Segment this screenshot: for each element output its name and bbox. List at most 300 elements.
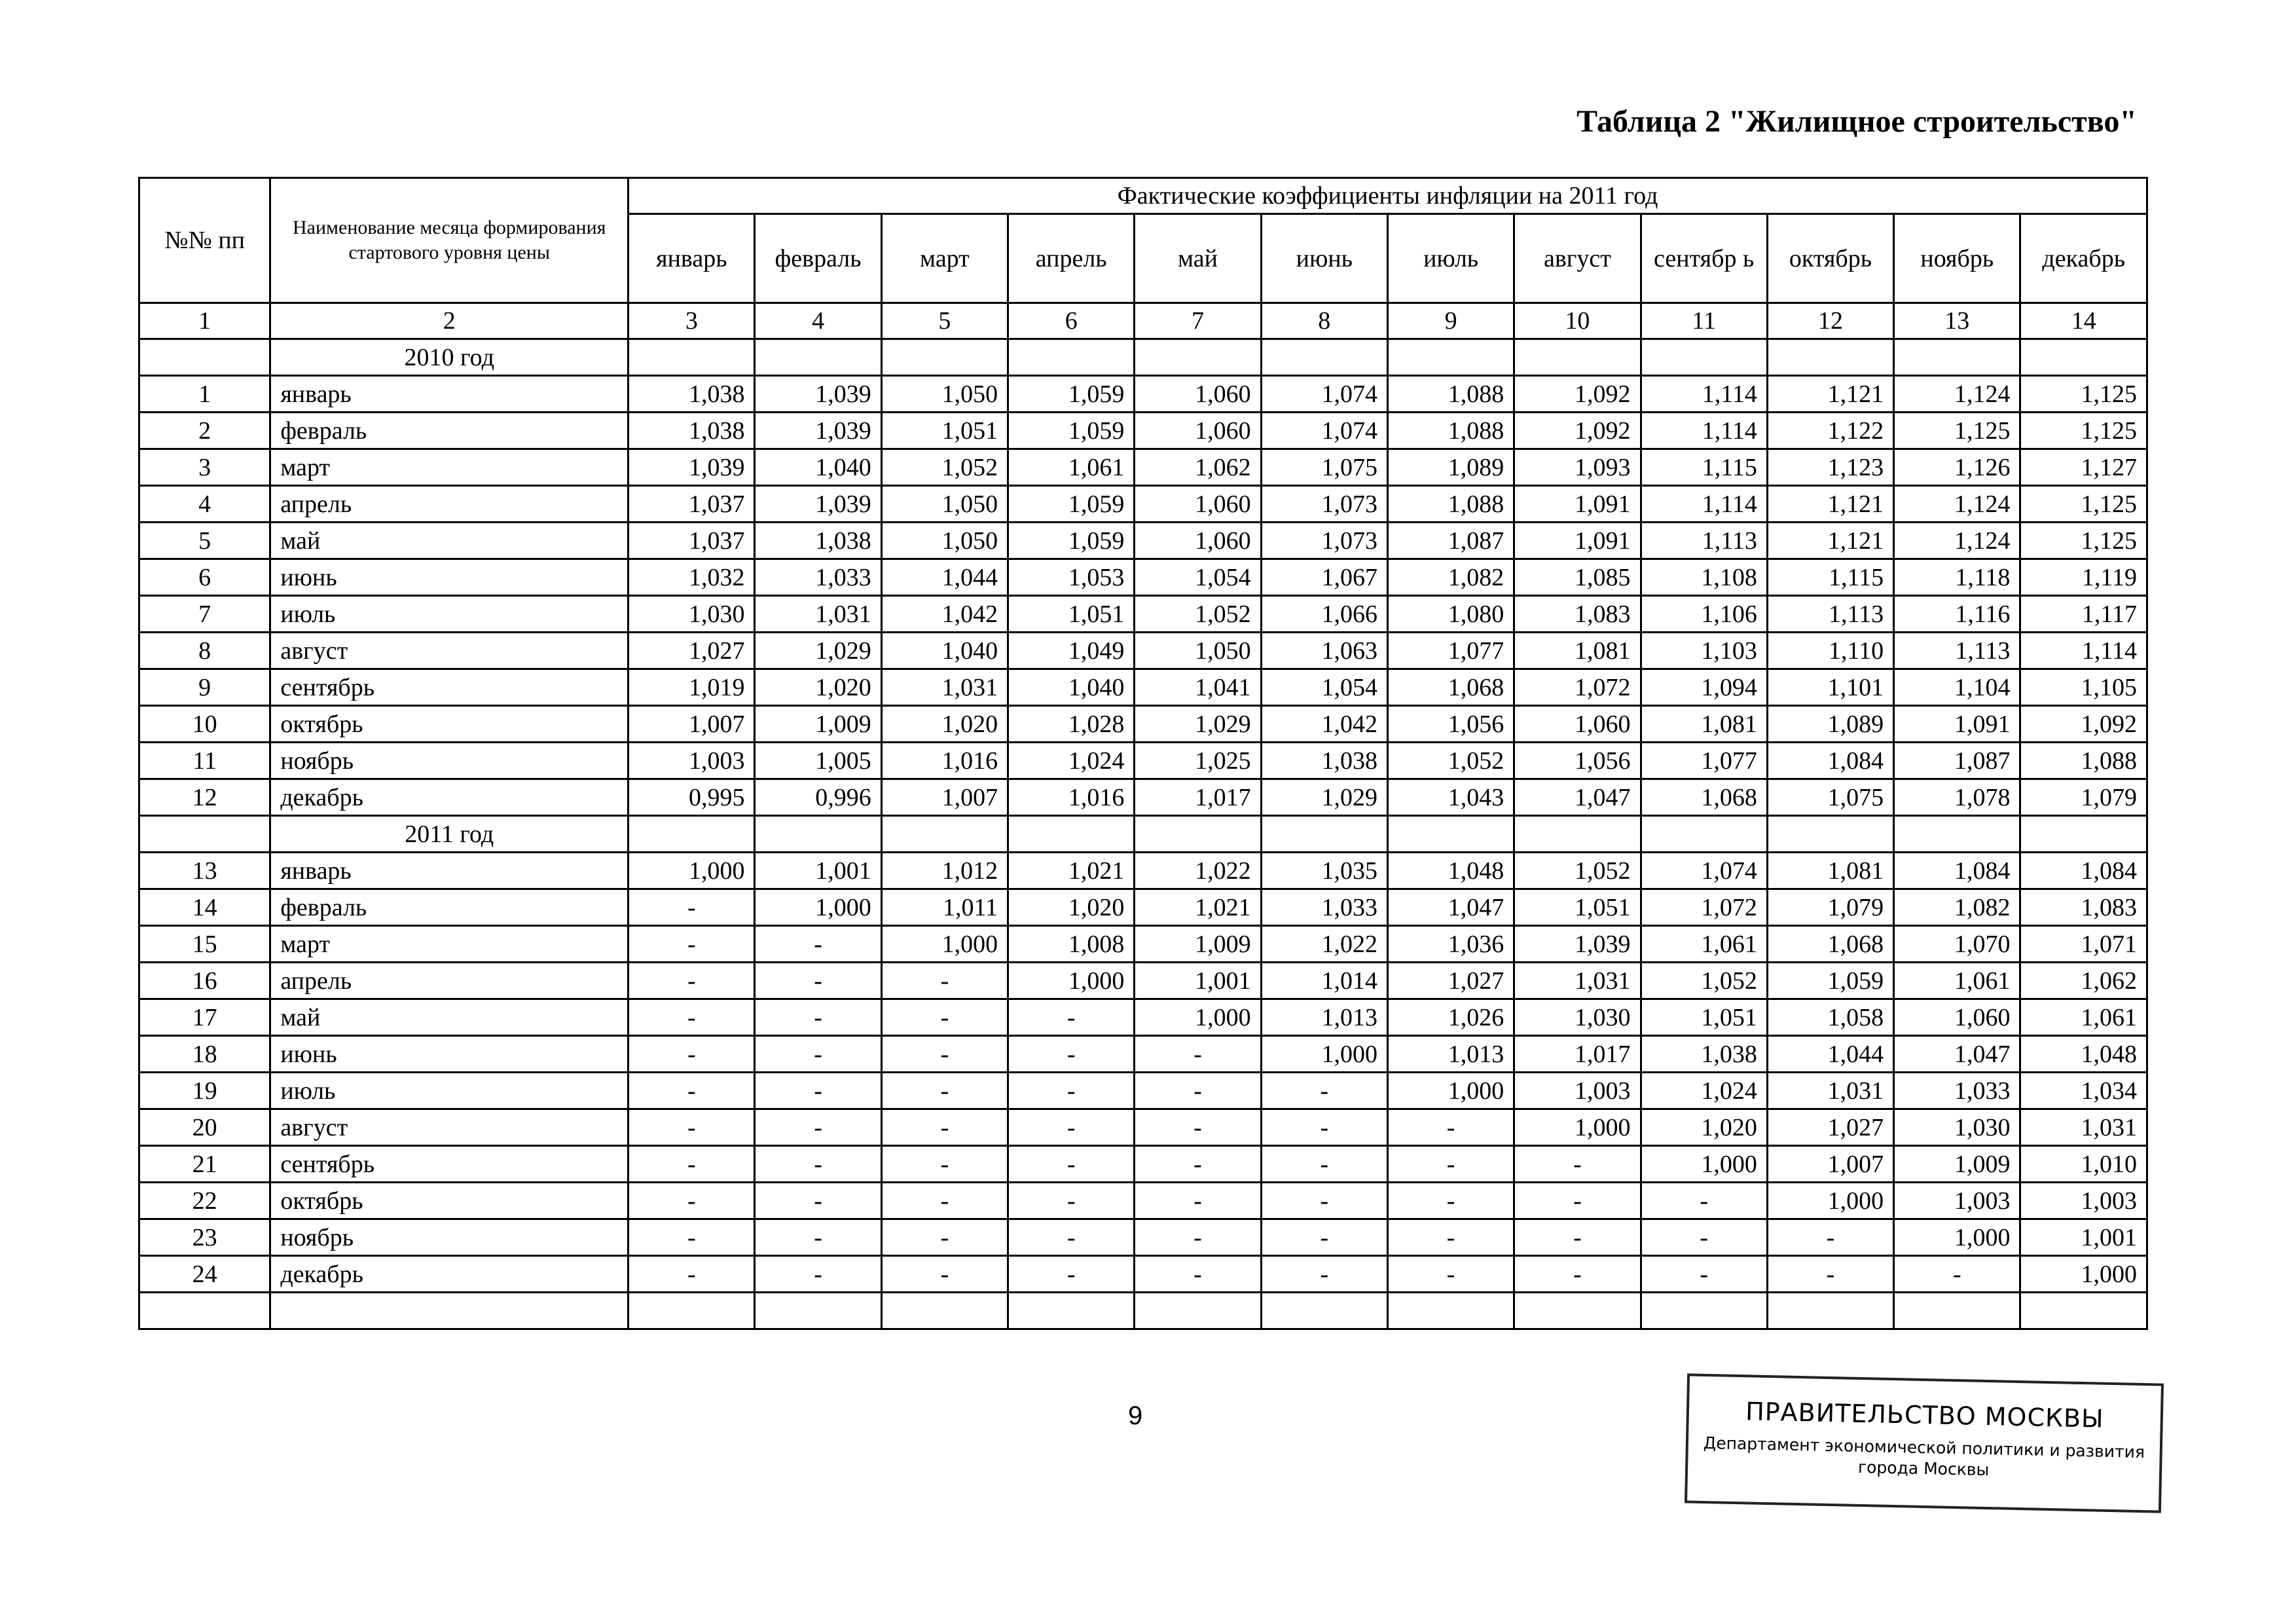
- column-number-cell: 7: [1135, 303, 1261, 339]
- row-number: 20: [139, 1109, 270, 1146]
- year-empty-cell: [1387, 339, 1514, 376]
- coefficient-cell: 1,072: [1641, 889, 1767, 926]
- year-empty-cell: [139, 816, 270, 853]
- coefficient-cell: 1,073: [1261, 523, 1387, 559]
- row-number: 14: [139, 889, 270, 926]
- coefficient-cell: 1,124: [1894, 523, 2020, 559]
- coefficient-cell: 1,082: [1387, 559, 1514, 596]
- coefficient-cell: -: [629, 1036, 755, 1073]
- coefficient-cell: -: [1387, 1256, 1514, 1293]
- coefficient-cell: 1,061: [1894, 963, 2020, 999]
- inflation-table-container: [138, 177, 2148, 1330]
- row-number: 19: [139, 1073, 270, 1109]
- empty-cell: [881, 1293, 1008, 1329]
- coefficient-cell: 1,118: [1894, 559, 2020, 596]
- coefficient-cell: 1,059: [1008, 413, 1135, 449]
- table-row: [139, 1219, 2147, 1256]
- coefficient-cell: 1,042: [1261, 706, 1387, 743]
- coefficient-cell: 1,022: [1261, 926, 1387, 963]
- coefficient-cell: 1,125: [2020, 523, 2147, 559]
- coefficient-cell: 1,079: [1767, 889, 1893, 926]
- coefficient-cell: 1,106: [1641, 596, 1767, 633]
- coefficient-cell: 1,033: [1261, 889, 1387, 926]
- year-empty-cell: [1008, 816, 1135, 853]
- coefficient-cell: 1,047: [1387, 889, 1514, 926]
- coefficient-cell: 1,121: [1767, 523, 1893, 559]
- coefficient-cell: -: [1008, 1146, 1135, 1183]
- row-month: ноябрь: [270, 1219, 629, 1256]
- year-empty-cell: [629, 339, 755, 376]
- coefficient-cell: 1,092: [1514, 413, 1641, 449]
- coefficient-cell: 1,091: [1514, 523, 1641, 559]
- coefficient-cell: 1,013: [1261, 999, 1387, 1036]
- coefficient-cell: -: [1135, 1219, 1261, 1256]
- coefficient-cell: 1,125: [2020, 486, 2147, 523]
- coefficient-cell: 1,040: [755, 449, 881, 486]
- empty-row: [139, 1293, 2147, 1329]
- coefficient-cell: 1,005: [755, 743, 881, 779]
- coefficient-cell: -: [1514, 1219, 1641, 1256]
- coefficient-cell: 1,031: [1767, 1073, 1893, 1109]
- table-row: [139, 449, 2147, 486]
- coefficient-cell: -: [1261, 1109, 1387, 1146]
- coefficient-cell: 1,039: [755, 486, 881, 523]
- empty-cell: [1641, 1293, 1767, 1329]
- row-number: 5: [139, 523, 270, 559]
- coefficient-cell: 1,083: [1514, 596, 1641, 633]
- table-row: [139, 889, 2147, 926]
- coefficient-cell: -: [629, 1073, 755, 1109]
- coefficient-cell: 1,011: [881, 889, 1008, 926]
- coefficient-cell: 1,059: [1767, 963, 1893, 999]
- row-month: сентябрь: [270, 669, 629, 706]
- row-number: 3: [139, 449, 270, 486]
- coefficient-cell: 1,038: [629, 376, 755, 413]
- row-number: 12: [139, 779, 270, 816]
- coefficient-cell: 1,020: [1641, 1109, 1767, 1146]
- year-empty-cell: [1261, 816, 1387, 853]
- row-number: 18: [139, 1036, 270, 1073]
- table-row: [139, 413, 2147, 449]
- table-row: [139, 706, 2147, 743]
- column-number-cell: 9: [1387, 303, 1514, 339]
- year-label: 2010 год: [270, 339, 629, 376]
- coefficient-cell: 1,060: [1135, 523, 1261, 559]
- coefficient-cell: 1,059: [1008, 523, 1135, 559]
- coefficient-cell: -: [1008, 1109, 1135, 1146]
- coefficient-cell: 1,039: [755, 413, 881, 449]
- row-month: март: [270, 926, 629, 963]
- row-number: 4: [139, 486, 270, 523]
- coefficient-cell: 1,059: [1008, 376, 1135, 413]
- coefficient-cell: 1,080: [1387, 596, 1514, 633]
- coefficient-cell: 1,082: [1894, 889, 2020, 926]
- coefficient-cell: -: [1387, 1183, 1514, 1219]
- coefficient-cell: 1,028: [1008, 706, 1135, 743]
- year-empty-cell: [1894, 816, 2020, 853]
- page-title: Таблица 2 "Жилищное строительство": [1576, 104, 2137, 139]
- coefficient-cell: -: [629, 1109, 755, 1146]
- column-number-cell: 14: [2020, 303, 2147, 339]
- coefficient-cell: 1,060: [1135, 376, 1261, 413]
- coefficient-cell: 1,061: [1641, 926, 1767, 963]
- coefficient-cell: 1,062: [2020, 963, 2147, 999]
- coefficient-cell: -: [1261, 1256, 1387, 1293]
- column-number-cell: 10: [1514, 303, 1641, 339]
- coefficient-cell: -: [1008, 1256, 1135, 1293]
- header-month-cell: апрель: [1008, 214, 1135, 303]
- coefficient-cell: 1,009: [1894, 1146, 2020, 1183]
- table-row: [139, 1146, 2147, 1183]
- coefficient-cell: 1,114: [1641, 486, 1767, 523]
- coefficient-cell: -: [1008, 1183, 1135, 1219]
- row-number: 2: [139, 413, 270, 449]
- row-number: 13: [139, 853, 270, 889]
- coefficient-cell: 1,000: [1767, 1183, 1893, 1219]
- coefficient-cell: -: [1135, 1073, 1261, 1109]
- empty-cell: [1514, 1293, 1641, 1329]
- coefficient-cell: 1,050: [881, 523, 1008, 559]
- coefficient-cell: 1,031: [1514, 963, 1641, 999]
- coefficient-cell: 1,110: [1767, 633, 1893, 669]
- row-month: февраль: [270, 413, 629, 449]
- coefficient-cell: 1,003: [1894, 1183, 2020, 1219]
- coefficient-cell: 1,000: [1641, 1146, 1767, 1183]
- row-number: 8: [139, 633, 270, 669]
- coefficient-cell: 1,060: [1514, 706, 1641, 743]
- coefficient-cell: -: [755, 1219, 881, 1256]
- row-number: 1: [139, 376, 270, 413]
- coefficient-cell: 1,031: [881, 669, 1008, 706]
- header-number: №№ пп: [139, 178, 270, 303]
- row-month: июль: [270, 596, 629, 633]
- table-row: [139, 999, 2147, 1036]
- coefficient-cell: 1,021: [1135, 889, 1261, 926]
- row-month: ноябрь: [270, 743, 629, 779]
- coefficient-cell: -: [881, 999, 1008, 1036]
- header-month-cell: май: [1135, 214, 1261, 303]
- coefficient-cell: -: [1894, 1256, 2020, 1293]
- coefficient-cell: -: [1261, 1073, 1387, 1109]
- coefficient-cell: 1,103: [1641, 633, 1767, 669]
- department-stamp: [1685, 1373, 2164, 1513]
- coefficient-cell: 1,075: [1261, 449, 1387, 486]
- table-row: [139, 633, 2147, 669]
- coefficient-cell: 1,017: [1135, 779, 1261, 816]
- coefficient-cell: 1,088: [2020, 743, 2147, 779]
- coefficient-cell: -: [1008, 1073, 1135, 1109]
- table-row: [139, 1256, 2147, 1293]
- coefficient-cell: 1,054: [1135, 559, 1261, 596]
- coefficient-cell: 1,094: [1641, 669, 1767, 706]
- coefficient-cell: 1,088: [1387, 376, 1514, 413]
- coefficient-cell: -: [881, 1146, 1008, 1183]
- coefficient-cell: 1,079: [2020, 779, 2147, 816]
- coefficient-cell: -: [1514, 1146, 1641, 1183]
- coefficient-cell: 1,000: [1514, 1109, 1641, 1146]
- inflation-coefficients-table: [138, 177, 2148, 1330]
- coefficient-cell: 1,123: [1767, 449, 1893, 486]
- column-number-cell: 11: [1641, 303, 1767, 339]
- year-empty-cell: [629, 816, 755, 853]
- coefficient-cell: 1,115: [1641, 449, 1767, 486]
- coefficient-cell: 1,060: [1135, 413, 1261, 449]
- coefficient-cell: -: [1387, 1219, 1514, 1256]
- row-number: 9: [139, 669, 270, 706]
- year-empty-cell: [881, 816, 1008, 853]
- coefficient-cell: 1,003: [2020, 1183, 2147, 1219]
- coefficient-cell: 1,124: [1894, 376, 2020, 413]
- row-month: октябрь: [270, 1183, 629, 1219]
- row-number: 15: [139, 926, 270, 963]
- coefficient-cell: -: [1261, 1219, 1387, 1256]
- row-month: май: [270, 523, 629, 559]
- table-row: [139, 523, 2147, 559]
- year-empty-cell: [881, 339, 1008, 376]
- header-month-cell: сентябр ь: [1641, 214, 1767, 303]
- coefficient-cell: -: [1767, 1219, 1893, 1256]
- coefficient-cell: 1,092: [1514, 376, 1641, 413]
- coefficient-cell: 1,121: [1767, 376, 1893, 413]
- coefficient-cell: 1,047: [1514, 779, 1641, 816]
- coefficient-cell: 1,085: [1514, 559, 1641, 596]
- coefficient-cell: 1,000: [629, 853, 755, 889]
- row-number: 22: [139, 1183, 270, 1219]
- coefficient-cell: 1,013: [1387, 1036, 1514, 1073]
- year-empty-cell: [1008, 339, 1135, 376]
- table-row: [139, 559, 2147, 596]
- coefficient-cell: 1,091: [1514, 486, 1641, 523]
- coefficient-cell: -: [629, 1146, 755, 1183]
- year-empty-cell: [1261, 339, 1387, 376]
- table-row: [139, 1036, 2147, 1073]
- coefficient-cell: -: [1387, 1146, 1514, 1183]
- coefficient-cell: 1,027: [1387, 963, 1514, 999]
- table-row: [139, 1073, 2147, 1109]
- coefficient-cell: 1,021: [1008, 853, 1135, 889]
- coefficient-cell: 0,996: [755, 779, 881, 816]
- row-month: август: [270, 1109, 629, 1146]
- empty-cell: [2020, 1293, 2147, 1329]
- table-row: [139, 853, 2147, 889]
- coefficient-cell: 1,003: [1514, 1073, 1641, 1109]
- coefficient-cell: 1,039: [629, 449, 755, 486]
- year-empty-cell: [755, 339, 881, 376]
- coefficient-cell: 1,054: [1261, 669, 1387, 706]
- coefficient-cell: 1,038: [629, 413, 755, 449]
- coefficient-cell: 1,001: [755, 853, 881, 889]
- coefficient-cell: 1,029: [1261, 779, 1387, 816]
- row-month: июль: [270, 1073, 629, 1109]
- coefficient-cell: 1,074: [1261, 376, 1387, 413]
- coefficient-cell: -: [881, 963, 1008, 999]
- coefficient-cell: 1,050: [881, 486, 1008, 523]
- header-month-cell: июнь: [1261, 214, 1387, 303]
- row-number: 23: [139, 1219, 270, 1256]
- column-numbers-row: [139, 303, 2147, 339]
- coefficient-cell: 1,115: [1767, 559, 1893, 596]
- coefficient-cell: 1,084: [1767, 743, 1893, 779]
- coefficient-cell: 1,019: [629, 669, 755, 706]
- coefficient-cell: 1,034: [2020, 1073, 2147, 1109]
- table-body: [139, 339, 2147, 1329]
- coefficient-cell: -: [629, 1219, 755, 1256]
- coefficient-cell: 1,127: [2020, 449, 2147, 486]
- coefficient-cell: 1,058: [1767, 999, 1893, 1036]
- coefficient-cell: 0,995: [629, 779, 755, 816]
- coefficient-cell: 1,026: [1387, 999, 1514, 1036]
- year-empty-cell: [755, 816, 881, 853]
- coefficient-cell: 1,063: [1261, 633, 1387, 669]
- coefficient-cell: 1,038: [1641, 1036, 1767, 1073]
- empty-cell: [1135, 1293, 1261, 1329]
- coefficient-cell: 1,101: [1767, 669, 1893, 706]
- column-number-cell: 13: [1894, 303, 2020, 339]
- coefficient-cell: 1,060: [1135, 486, 1261, 523]
- header-month-cell: июль: [1387, 214, 1514, 303]
- coefficient-cell: 1,092: [2020, 706, 2147, 743]
- coefficient-cell: 1,122: [1767, 413, 1893, 449]
- coefficient-cell: -: [755, 999, 881, 1036]
- coefficient-cell: 1,052: [1641, 963, 1767, 999]
- coefficient-cell: 1,020: [881, 706, 1008, 743]
- row-month: сентябрь: [270, 1146, 629, 1183]
- table-row: [139, 963, 2147, 999]
- column-number-cell: 2: [270, 303, 629, 339]
- coefficient-cell: -: [1261, 1146, 1387, 1183]
- coefficient-cell: 1,052: [1135, 596, 1261, 633]
- year-empty-cell: [1135, 816, 1261, 853]
- coefficient-cell: -: [629, 963, 755, 999]
- year-row: [139, 339, 2147, 376]
- row-number: 11: [139, 743, 270, 779]
- column-number-cell: 5: [881, 303, 1008, 339]
- coefficient-cell: 1,089: [1387, 449, 1514, 486]
- header-start-month: Наименование месяца формирования стартового уровня цены: [270, 178, 629, 303]
- coefficient-cell: 1,084: [1894, 853, 2020, 889]
- coefficient-cell: 1,081: [1514, 633, 1641, 669]
- coefficient-cell: 1,125: [2020, 413, 2147, 449]
- coefficient-cell: 1,048: [2020, 1036, 2147, 1073]
- coefficient-cell: 1,061: [2020, 999, 2147, 1036]
- row-month: март: [270, 449, 629, 486]
- coefficient-cell: 1,083: [2020, 889, 2147, 926]
- coefficient-cell: 1,048: [1387, 853, 1514, 889]
- coefficient-cell: 1,068: [1387, 669, 1514, 706]
- coefficient-cell: 1,087: [1387, 523, 1514, 559]
- coefficient-cell: 1,027: [629, 633, 755, 669]
- year-row: [139, 816, 2147, 853]
- coefficient-cell: 1,104: [1894, 669, 2020, 706]
- coefficient-cell: 1,081: [1641, 706, 1767, 743]
- row-month: июнь: [270, 559, 629, 596]
- table-row: [139, 926, 2147, 963]
- coefficient-cell: 1,070: [1894, 926, 2020, 963]
- coefficient-cell: -: [629, 926, 755, 963]
- table-row: [139, 1183, 2147, 1219]
- coefficient-cell: 1,000: [1008, 963, 1135, 999]
- coefficient-cell: 1,007: [1767, 1146, 1893, 1183]
- coefficient-cell: 1,121: [1767, 486, 1893, 523]
- column-number-cell: 8: [1261, 303, 1387, 339]
- coefficient-cell: 1,012: [881, 853, 1008, 889]
- coefficient-cell: 1,068: [1641, 779, 1767, 816]
- coefficient-cell: 1,077: [1387, 633, 1514, 669]
- coefficient-cell: -: [1008, 1036, 1135, 1073]
- header-month-cell: ноябрь: [1894, 214, 2020, 303]
- coefficient-cell: 1,020: [1008, 889, 1135, 926]
- coefficient-cell: 1,010: [2020, 1146, 2147, 1183]
- empty-cell: [1387, 1293, 1514, 1329]
- coefficient-cell: 1,037: [629, 486, 755, 523]
- coefficient-cell: 1,056: [1387, 706, 1514, 743]
- coefficient-cell: 1,075: [1767, 779, 1893, 816]
- coefficient-cell: 1,031: [755, 596, 881, 633]
- coefficient-cell: 1,059: [1008, 486, 1135, 523]
- table-row: [139, 669, 2147, 706]
- coefficient-cell: 1,044: [1767, 1036, 1893, 1073]
- coefficient-cell: -: [755, 1146, 881, 1183]
- stamp-line-1: ПРАВИТЕЛЬСТВО МОСКВЫ: [1745, 1397, 2105, 1433]
- year-empty-cell: [1894, 339, 2020, 376]
- table-row: [139, 486, 2147, 523]
- coefficient-cell: 1,072: [1514, 669, 1641, 706]
- coefficient-cell: -: [1767, 1256, 1893, 1293]
- coefficient-cell: 1,050: [881, 376, 1008, 413]
- coefficient-cell: 1,014: [1261, 963, 1387, 999]
- coefficient-cell: 1,053: [1008, 559, 1135, 596]
- coefficient-cell: 1,008: [1008, 926, 1135, 963]
- year-empty-cell: [1641, 816, 1767, 853]
- year-empty-cell: [1514, 816, 1641, 853]
- column-number-cell: 12: [1767, 303, 1893, 339]
- row-month: январь: [270, 853, 629, 889]
- coefficient-cell: 1,020: [755, 669, 881, 706]
- empty-cell: [1894, 1293, 2020, 1329]
- coefficient-cell: 1,017: [1514, 1036, 1641, 1073]
- coefficient-cell: -: [1135, 1256, 1261, 1293]
- coefficient-cell: 1,052: [1514, 853, 1641, 889]
- coefficient-cell: 1,032: [629, 559, 755, 596]
- page-number: 9: [1128, 1401, 1143, 1430]
- coefficient-cell: 1,027: [1767, 1109, 1893, 1146]
- coefficient-cell: -: [1135, 1183, 1261, 1219]
- row-month: апрель: [270, 486, 629, 523]
- coefficient-cell: 1,029: [1135, 706, 1261, 743]
- coefficient-cell: 1,040: [1008, 669, 1135, 706]
- coefficient-cell: 1,108: [1641, 559, 1767, 596]
- coefficient-cell: 1,009: [1135, 926, 1261, 963]
- row-number: 16: [139, 963, 270, 999]
- coefficient-cell: 1,000: [1135, 999, 1261, 1036]
- coefficient-cell: -: [1641, 1256, 1767, 1293]
- coefficient-cell: 1,119: [2020, 559, 2147, 596]
- coefficient-cell: 1,001: [1135, 963, 1261, 999]
- coefficient-cell: 1,000: [1387, 1073, 1514, 1109]
- coefficient-cell: -: [629, 999, 755, 1036]
- coefficient-cell: 1,007: [881, 779, 1008, 816]
- coefficient-cell: -: [1135, 1109, 1261, 1146]
- column-number-cell: 1: [139, 303, 270, 339]
- year-empty-cell: [2020, 339, 2147, 376]
- coefficient-cell: 1,044: [881, 559, 1008, 596]
- coefficient-cell: 1,000: [755, 889, 881, 926]
- coefficient-cell: 1,033: [1894, 1073, 2020, 1109]
- coefficient-cell: 1,051: [881, 413, 1008, 449]
- coefficient-cell: 1,052: [1387, 743, 1514, 779]
- coefficient-cell: 1,074: [1641, 853, 1767, 889]
- header-month-cell: февраль: [755, 214, 881, 303]
